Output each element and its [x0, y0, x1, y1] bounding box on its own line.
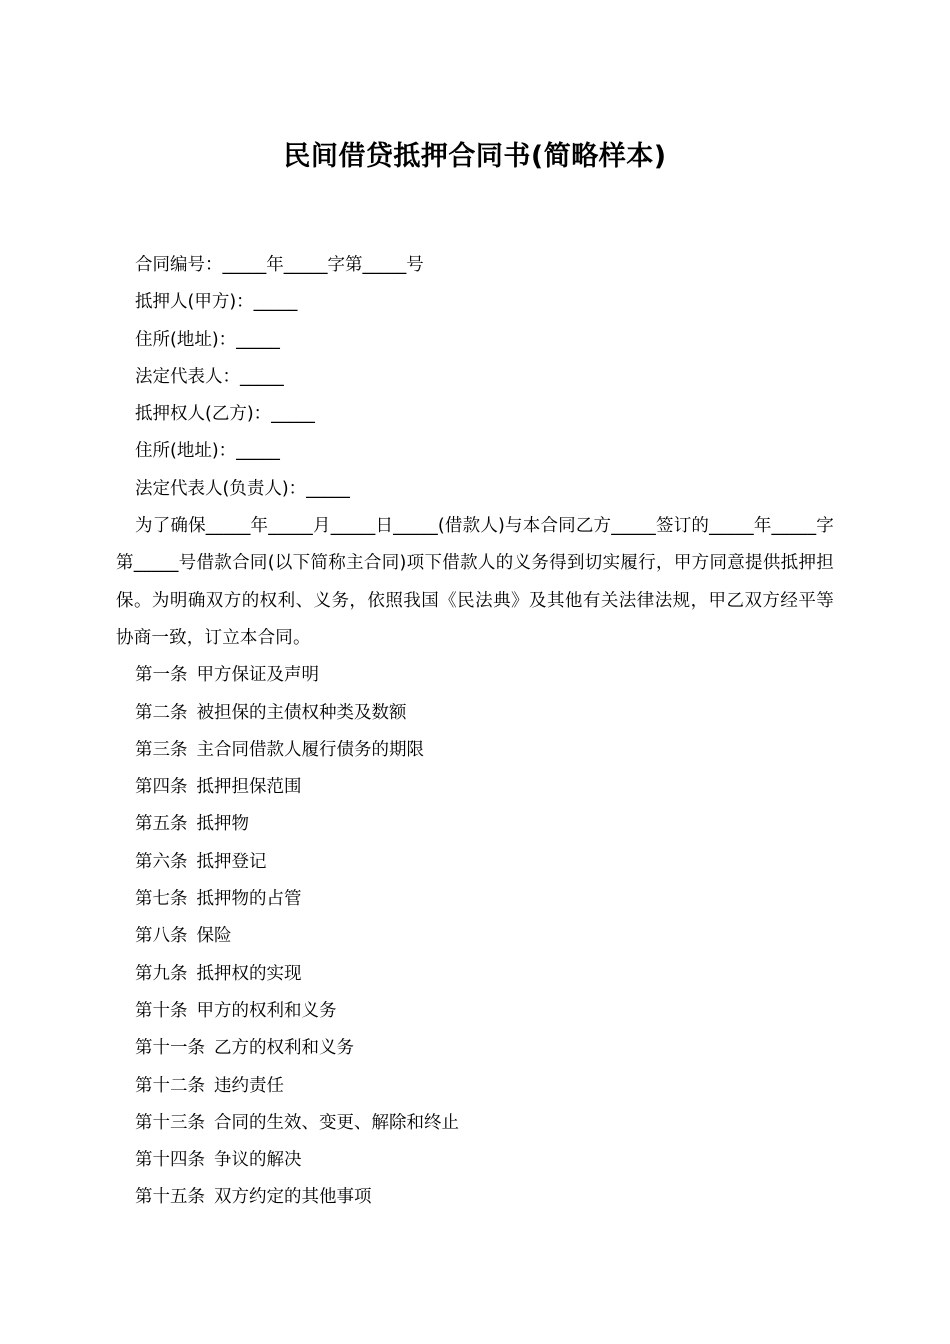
mortgagor-representative-line: 法定代表人：_____ — [135, 366, 284, 387]
article-title: 乙方的权利和义务 — [214, 1038, 354, 1059]
article-item — [116, 881, 834, 918]
mortgagee-representative-line: 法定代表人(负责人)：_____ — [135, 478, 350, 499]
mortgagee-line: 抵押权人(乙方)：_____ — [135, 404, 315, 425]
contract-number-line: 合同编号：_____年_____字第_____号 — [135, 255, 424, 275]
article-item — [116, 1030, 834, 1067]
article-title: 抵押登记 — [196, 851, 267, 872]
article-number: 第四条 — [135, 777, 188, 798]
document-title: 民间借贷抵押合同书(简略样本) — [283, 141, 667, 172]
article-item — [116, 993, 834, 1030]
article-title: 抵押物的占管 — [196, 889, 302, 910]
article-number: 第三条 — [135, 739, 188, 760]
article-item — [116, 956, 834, 993]
intro-paragraph: 为了确保_____年_____月_____日_____(借款人)与本合同乙方_____签订的_____年_____字第_____号借款合同(以下简称主合同)项下借款人的义务得到切实履行，甲方同意提供抵押担保。为明确双方的权利、义务，依照我国《民法典》及其他有关法律法规，甲乙双方经平等协商一致，订立本合同。 — [116, 516, 835, 648]
article-number: 第十二条 — [135, 1075, 205, 1096]
article-number: 第十五条 — [135, 1187, 205, 1208]
article-item — [116, 732, 834, 769]
article-title: 违约责任 — [214, 1075, 284, 1096]
article-number: 第十三条 — [135, 1112, 205, 1133]
article-title: 被担保的主债权种类及数额 — [196, 702, 407, 723]
article-number: 第十四条 — [135, 1150, 205, 1171]
article-item — [116, 806, 834, 843]
article-number: 第一条 — [135, 665, 188, 686]
article-title: 甲方保证及声明 — [196, 665, 319, 686]
mortgagor-address-line: 住所(地址)：_____ — [135, 329, 280, 350]
article-title: 甲方的权利和义务 — [196, 1000, 337, 1021]
article-number: 第十一条 — [135, 1038, 205, 1059]
mortgagee-address-line: 住所(地址)：_____ — [135, 441, 280, 462]
article-number: 第六条 — [135, 851, 188, 872]
article-title: 争议的解决 — [214, 1150, 302, 1171]
article-title: 抵押权的实现 — [196, 963, 302, 984]
article-title: 主合同借款人履行债务的期限 — [196, 739, 424, 760]
article-item — [116, 695, 834, 732]
article-title: 保险 — [196, 926, 232, 947]
article-item — [116, 1179, 834, 1216]
article-item — [116, 1068, 834, 1105]
article-item — [116, 1142, 834, 1179]
article-title: 合同的生效、变更、解除和终止 — [214, 1112, 459, 1133]
article-number: 第九条 — [135, 963, 188, 984]
article-item — [116, 657, 834, 694]
article-title: 抵押担保范围 — [196, 777, 302, 798]
article-number: 第八条 — [135, 926, 188, 947]
mortgagor-line: 抵押人(甲方)：_____ — [135, 292, 298, 313]
article-title: 双方约定的其他事项 — [214, 1187, 372, 1208]
article-number: 第十条 — [135, 1000, 188, 1021]
article-number: 第二条 — [135, 702, 188, 723]
article-item — [116, 844, 834, 881]
article-title: 抵押物 — [196, 814, 249, 835]
article-number: 第五条 — [135, 814, 188, 835]
article-number: 第七条 — [135, 889, 188, 910]
article-item — [116, 918, 834, 955]
document-body — [116, 247, 834, 1217]
article-item — [116, 769, 834, 806]
article-item — [116, 1105, 834, 1142]
